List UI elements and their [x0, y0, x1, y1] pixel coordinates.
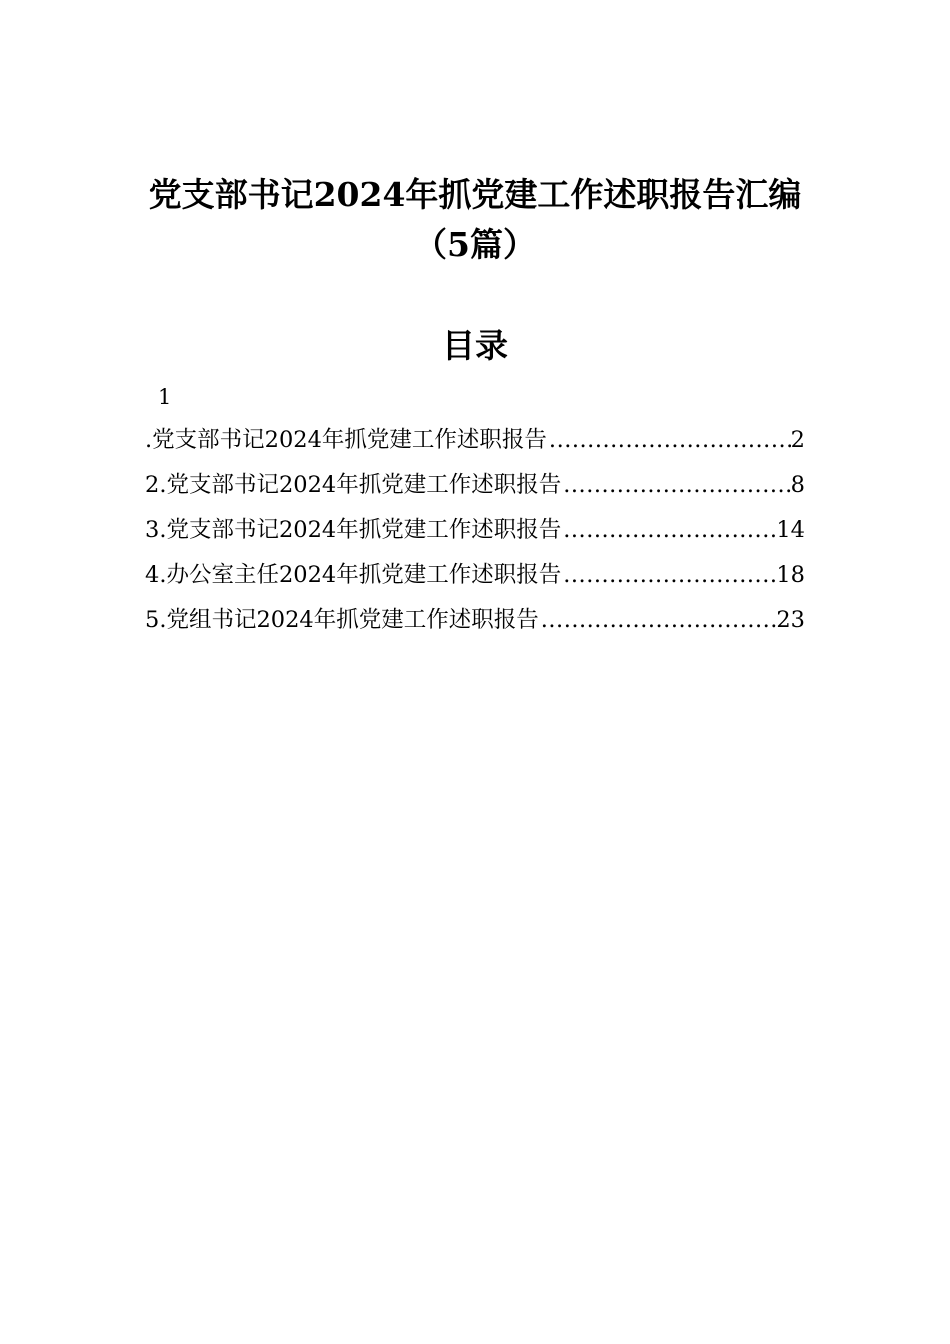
toc-entry-page: 18	[776, 562, 805, 588]
toc-heading: 目录	[442, 326, 508, 365]
toc-entry-3[interactable]	[145, 508, 805, 553]
toc-entry-page: 14	[776, 517, 805, 543]
document-title: 党支部书记2024年抓党建工作述职报告汇编（5篇）	[148, 175, 802, 264]
toc-dot-leader	[547, 418, 791, 463]
table-of-contents	[145, 418, 805, 643]
toc-dot-leader	[539, 598, 777, 643]
toc-dot-leader	[561, 463, 790, 508]
toc-dot-leader	[561, 553, 776, 598]
toc-stray-number: 1	[158, 385, 172, 409]
toc-dot-leader	[561, 508, 776, 553]
toc-entry-page: 8	[790, 472, 805, 498]
toc-entry-label: 4.办公室主任2024年抓党建工作述职报告	[145, 562, 562, 588]
toc-entry-label: 2.党支部书记2024年抓党建工作述职报告	[145, 472, 562, 498]
toc-entry-1[interactable]	[145, 418, 805, 463]
toc-entry-2[interactable]	[145, 463, 805, 508]
toc-entry-5[interactable]	[145, 598, 805, 643]
toc-entry-label: 5.党组书记2024年抓党建工作述职报告	[145, 607, 539, 633]
toc-entry-page: 2	[790, 427, 805, 453]
toc-entry-4[interactable]	[145, 553, 805, 598]
toc-entry-page: 23	[776, 607, 805, 633]
toc-entry-label: .党支部书记2024年抓党建工作述职报告	[145, 427, 547, 453]
toc-entry-label: 3.党支部书记2024年抓党建工作述职报告	[145, 517, 562, 543]
